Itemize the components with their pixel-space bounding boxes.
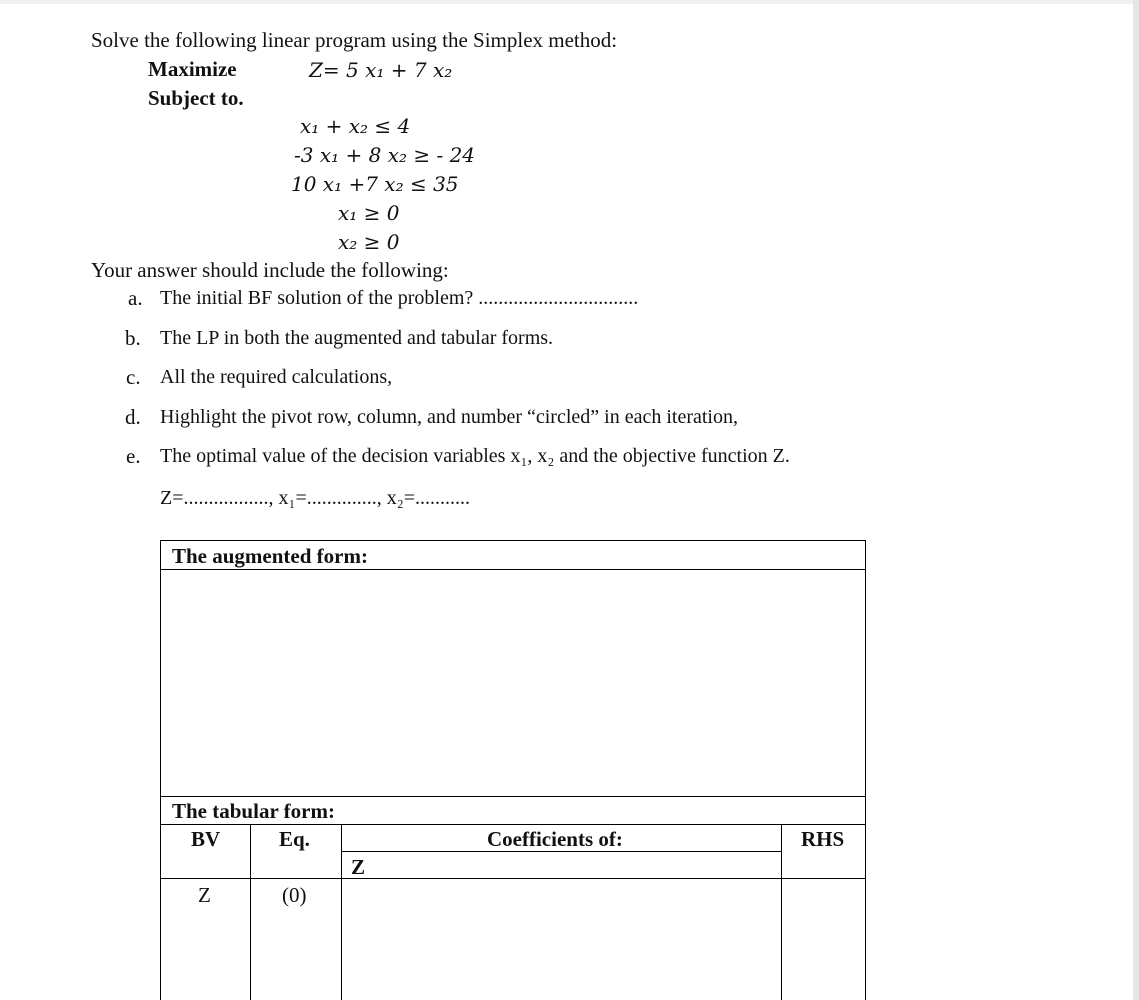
header-rhs: RHS <box>801 827 845 851</box>
constraint-2: -3 x₁ + 8 x₂ ≥ - 24 <box>294 143 476 167</box>
item-a-letter: a. <box>128 286 143 310</box>
subheader-z: Z <box>351 855 366 879</box>
maximize-label: Maximize <box>148 57 237 81</box>
tabular-form-title: The tabular form: <box>172 799 335 823</box>
scrollbar-track[interactable] <box>1133 0 1139 1000</box>
item-c-letter: c. <box>126 365 141 389</box>
augmented-top-border <box>160 540 866 541</box>
item-d-text: Highlight the pivot row, column, and number “circled” in each iteration, <box>160 406 738 428</box>
coeff-subheader-divider <box>341 851 781 852</box>
header-bv: BV <box>191 827 221 851</box>
constraint-3: 10 x₁ +7 x₂ ≤ 35 <box>291 172 459 196</box>
item-e-text: The optimal value of the decision variables x₁, x₂ and the objective function Z. <box>160 445 790 467</box>
table-right-border <box>865 540 866 1000</box>
item-b-text: The LP in both the augmented and tabular forms. <box>160 327 554 349</box>
constraint-4: x₁ ≥ 0 <box>338 201 400 225</box>
item-b-letter: b. <box>125 326 141 350</box>
item-a-text: The initial BF solution of the problem? ................................ <box>160 287 639 309</box>
page-top-edge <box>0 0 1139 4</box>
header-eq: Eq. <box>279 827 310 851</box>
tabular-header-bottom <box>160 878 866 879</box>
constraint-5: x₂ ≥ 0 <box>338 230 400 254</box>
problem-intro: Solve the following linear program using the Simplex method: <box>91 28 618 52</box>
item-d-letter: d. <box>125 405 141 429</box>
answer-heading: Your answer should include the following: <box>91 258 449 282</box>
col-divider-bv-eq <box>250 824 251 1000</box>
tabular-header-top <box>160 824 866 825</box>
item-c-text: All the required calculations, <box>160 366 393 388</box>
col-divider-coeff-rhs <box>781 824 782 1000</box>
answer-fill-line: Z=................., x₁=.............., x₂=........... <box>160 487 470 509</box>
header-coefficients: Coefficients of: <box>487 827 623 851</box>
row-0-bv: Z <box>198 883 211 907</box>
subject-to-label: Subject to. <box>148 86 244 110</box>
row-0-eq: (0) <box>282 883 307 907</box>
tabular-top-border <box>160 796 866 797</box>
augmented-form-answer-area[interactable] <box>161 570 865 796</box>
objective-function: Z= 5 x₁ + 7 x₂ <box>309 58 453 82</box>
augmented-form-title: The augmented form: <box>172 544 368 568</box>
constraint-1: x₁ + x₂ ≤ 4 <box>300 114 411 138</box>
item-e-letter: e. <box>126 444 141 468</box>
